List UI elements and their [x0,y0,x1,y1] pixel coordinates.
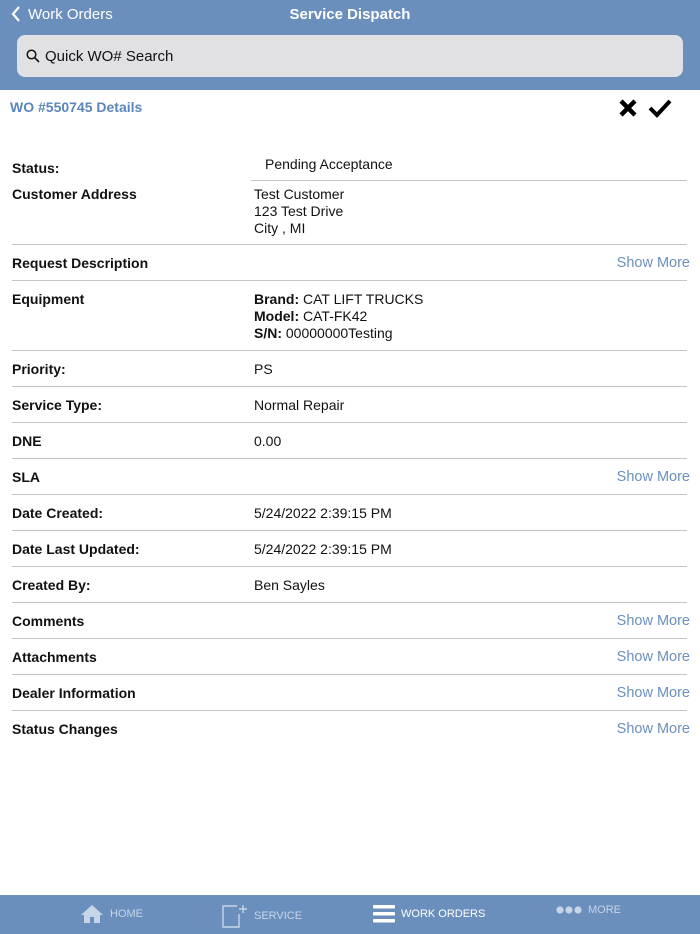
brand-value: CAT LIFT TRUCKS [303,291,424,307]
comments-label: Comments [12,613,85,629]
tab-home[interactable] [80,904,143,924]
priority-value: PS [254,361,273,377]
home-icon [80,904,104,924]
dealer-label: Dealer Information [12,685,136,701]
created-by-value: Ben Sayles [254,577,325,593]
accept-button[interactable] [648,98,672,123]
tab-work-orders-label: WORK ORDERS [401,908,486,920]
created-by-label: Created By: [12,577,91,593]
row-equipment [0,281,700,351]
list-icon [373,904,395,924]
date-updated-label: Date Last Updated: [12,541,140,557]
status-value: Pending Acceptance [265,156,393,172]
row-status [0,150,700,181]
checkmark-icon [648,98,672,118]
tab-service[interactable] [222,904,302,928]
request-show-more[interactable]: Show More [616,255,690,271]
more-dots-icon [556,905,582,915]
row-comments [0,603,700,639]
reject-button[interactable] [618,98,638,123]
attachments-show-more[interactable]: Show More [616,649,690,665]
sn-label: S/N: [254,325,282,341]
address-label: Customer Address [12,186,137,202]
back-label: Work Orders [28,5,113,23]
nav-header [0,0,700,90]
status-changes-label: Status Changes [12,721,118,737]
attachments-label: Attachments [12,649,97,665]
sla-label: SLA [12,469,40,485]
row-customer-address [0,181,700,245]
priority-label: Priority: [12,361,66,377]
dne-label: DNE [12,433,42,449]
sla-show-more[interactable]: Show More [616,469,690,485]
service-type-label: Service Type: [12,397,103,413]
tab-more-label: MORE [588,904,621,916]
dne-value: 0.00 [254,433,282,449]
model-value: CAT-FK42 [303,308,368,324]
address-line2: 123 Test Drive [254,203,344,219]
brand-label: Brand: [254,291,300,307]
tab-work-orders[interactable] [373,904,485,924]
date-created-value: 5/24/2022 2:39:15 PM [254,505,392,521]
page-title: Service Dispatch [289,6,411,23]
address-value [254,186,344,237]
row-date-created [0,495,700,531]
row-sla [0,459,700,495]
dealer-show-more[interactable]: Show More [616,685,690,701]
tab-more[interactable] [556,904,621,916]
comments-show-more[interactable]: Show More [616,613,690,629]
row-dealer-information [0,675,700,711]
search-icon [26,49,40,63]
status-changes-show-more[interactable]: Show More [616,721,690,737]
date-created-label: Date Created: [12,505,104,521]
row-service-type [0,387,700,423]
tab-bar [0,895,700,934]
service-type-value: Normal Repair [254,397,345,413]
address-line1: Test Customer [254,186,345,202]
search-placeholder: Quick WO# Search [45,47,174,65]
row-status-changes [0,711,700,747]
row-created-by [0,567,700,603]
model-label: Model: [254,308,300,324]
close-icon [618,98,638,118]
new-service-icon [222,904,248,928]
equipment-value [254,291,423,342]
date-updated-value: 5/24/2022 2:39:15 PM [254,541,392,557]
request-label: Request Description [12,255,149,271]
tab-service-label: SERVICE [254,910,303,922]
row-attachments [0,639,700,675]
equipment-label: Equipment [12,291,85,307]
row-request-description [0,245,700,281]
sn-value: 00000000Testing [285,325,393,341]
wo-details-title: WO #550745 Details [10,99,143,115]
search-input[interactable] [17,35,683,77]
row-dne [0,423,700,459]
details-list [0,150,700,747]
tab-home-label: HOME [110,908,143,920]
address-line3: City , MI [254,220,306,236]
status-label: Status: [12,160,60,176]
row-priority [0,351,700,387]
row-date-updated [0,531,700,567]
